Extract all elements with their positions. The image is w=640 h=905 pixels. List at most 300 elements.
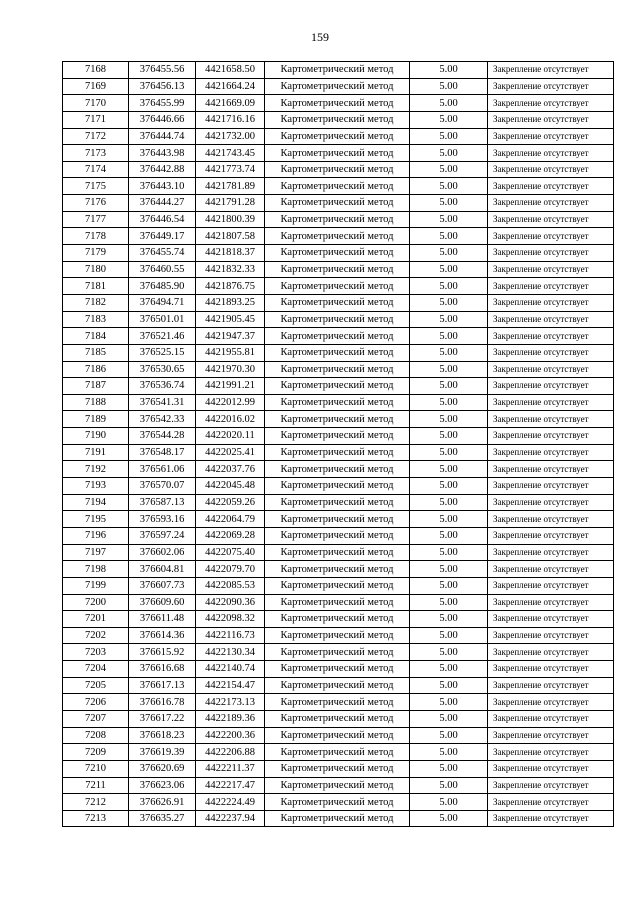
method-cell: Картометрический метод xyxy=(265,444,410,461)
y-coordinate-cell: 4422154.47 xyxy=(196,677,265,694)
x-coordinate-cell: 376623.06 xyxy=(129,777,196,794)
method-cell: Картометрический метод xyxy=(265,178,410,195)
point-number-cell: 7189 xyxy=(63,411,129,428)
fixing-note-cell: Закрепление отсутствует xyxy=(488,178,614,195)
fixing-note-cell: Закрепление отсутствует xyxy=(488,411,614,428)
accuracy-cell: 5.00 xyxy=(410,694,488,711)
point-number-cell: 7187 xyxy=(63,378,129,395)
x-coordinate-cell: 376561.06 xyxy=(129,461,196,478)
table-row xyxy=(63,544,614,561)
x-coordinate-cell: 376525.15 xyxy=(129,344,196,361)
accuracy-cell: 5.00 xyxy=(410,328,488,345)
point-number-cell: 7209 xyxy=(63,744,129,761)
fixing-note-cell: Закрепление отсутствует xyxy=(488,111,614,128)
x-coordinate-cell: 376460.55 xyxy=(129,261,196,278)
method-cell: Картометрический метод xyxy=(265,95,410,112)
fixing-note-cell: Закрепление отсутствует xyxy=(488,627,614,644)
method-cell: Картометрический метод xyxy=(265,511,410,528)
point-number-cell: 7183 xyxy=(63,311,129,328)
point-number-cell: 7186 xyxy=(63,361,129,378)
y-coordinate-cell: 4422069.28 xyxy=(196,527,265,544)
x-coordinate-cell: 376455.74 xyxy=(129,245,196,262)
point-number-cell: 7182 xyxy=(63,294,129,311)
accuracy-cell: 5.00 xyxy=(410,311,488,328)
method-cell: Картометрический метод xyxy=(265,478,410,495)
point-number-cell: 7205 xyxy=(63,677,129,694)
point-number-cell: 7185 xyxy=(63,344,129,361)
accuracy-cell: 5.00 xyxy=(410,344,488,361)
y-coordinate-cell: 4422085.53 xyxy=(196,577,265,594)
y-coordinate-cell: 4422090.36 xyxy=(196,594,265,611)
method-cell: Картометрический метод xyxy=(265,128,410,145)
y-coordinate-cell: 4422059.26 xyxy=(196,494,265,511)
accuracy-cell: 5.00 xyxy=(410,577,488,594)
accuracy-cell: 5.00 xyxy=(410,195,488,212)
fixing-note-cell: Закрепление отсутствует xyxy=(488,95,614,112)
point-number-cell: 7197 xyxy=(63,544,129,561)
table-row xyxy=(63,211,614,228)
point-number-cell: 7179 xyxy=(63,245,129,262)
fixing-note-cell: Закрепление отсутствует xyxy=(488,128,614,145)
point-number-cell: 7213 xyxy=(63,810,129,827)
accuracy-cell: 5.00 xyxy=(410,727,488,744)
y-coordinate-cell: 4422012.99 xyxy=(196,394,265,411)
fixing-note-cell: Закрепление отсутствует xyxy=(488,62,614,79)
table-row xyxy=(63,78,614,95)
accuracy-cell: 5.00 xyxy=(410,611,488,628)
accuracy-cell: 5.00 xyxy=(410,294,488,311)
x-coordinate-cell: 376597.24 xyxy=(129,527,196,544)
fixing-note-cell: Закрепление отсутствует xyxy=(488,777,614,794)
y-coordinate-cell: 4422237.94 xyxy=(196,810,265,827)
point-number-cell: 7206 xyxy=(63,694,129,711)
accuracy-cell: 5.00 xyxy=(410,228,488,245)
x-coordinate-cell: 376635.27 xyxy=(129,810,196,827)
y-coordinate-cell: 4422025.41 xyxy=(196,444,265,461)
fixing-note-cell: Закрепление отсутствует xyxy=(488,744,614,761)
method-cell: Картометрический метод xyxy=(265,677,410,694)
method-cell: Картометрический метод xyxy=(265,261,410,278)
accuracy-cell: 5.00 xyxy=(410,644,488,661)
x-coordinate-cell: 376455.56 xyxy=(129,62,196,79)
y-coordinate-cell: 4422020.11 xyxy=(196,428,265,445)
x-coordinate-cell: 376626.91 xyxy=(129,794,196,811)
x-coordinate-cell: 376501.01 xyxy=(129,311,196,328)
x-coordinate-cell: 376609.60 xyxy=(129,594,196,611)
fixing-note-cell: Закрепление отсутствует xyxy=(488,444,614,461)
point-number-cell: 7180 xyxy=(63,261,129,278)
y-coordinate-cell: 4421893.25 xyxy=(196,294,265,311)
point-number-cell: 7168 xyxy=(63,62,129,79)
x-coordinate-cell: 376604.81 xyxy=(129,561,196,578)
table-row xyxy=(63,411,614,428)
y-coordinate-cell: 4422189.36 xyxy=(196,710,265,727)
fixing-note-cell: Закрепление отсутствует xyxy=(488,361,614,378)
method-cell: Картометрический метод xyxy=(265,810,410,827)
table-row xyxy=(63,810,614,827)
x-coordinate-cell: 376443.10 xyxy=(129,178,196,195)
method-cell: Картометрический метод xyxy=(265,744,410,761)
y-coordinate-cell: 4422116.73 xyxy=(196,627,265,644)
fixing-note-cell: Закрепление отсутствует xyxy=(488,727,614,744)
accuracy-cell: 5.00 xyxy=(410,710,488,727)
table-row xyxy=(63,195,614,212)
x-coordinate-cell: 376446.54 xyxy=(129,211,196,228)
table-row xyxy=(63,161,614,178)
table-row xyxy=(63,111,614,128)
table-row xyxy=(63,511,614,528)
table-row xyxy=(63,278,614,295)
x-coordinate-cell: 376617.13 xyxy=(129,677,196,694)
x-coordinate-cell: 376541.31 xyxy=(129,394,196,411)
y-coordinate-cell: 4422206.88 xyxy=(196,744,265,761)
method-cell: Картометрический метод xyxy=(265,777,410,794)
x-coordinate-cell: 376446.66 xyxy=(129,111,196,128)
table-row xyxy=(63,178,614,195)
method-cell: Картометрический метод xyxy=(265,411,410,428)
accuracy-cell: 5.00 xyxy=(410,62,488,79)
y-coordinate-cell: 4422098.32 xyxy=(196,611,265,628)
x-coordinate-cell: 376616.68 xyxy=(129,661,196,678)
point-number-cell: 7198 xyxy=(63,561,129,578)
accuracy-cell: 5.00 xyxy=(410,428,488,445)
method-cell: Картометрический метод xyxy=(265,594,410,611)
point-number-cell: 7173 xyxy=(63,145,129,162)
fixing-note-cell: Закрепление отсутствует xyxy=(488,661,614,678)
y-coordinate-cell: 4422064.79 xyxy=(196,511,265,528)
method-cell: Картометрический метод xyxy=(265,228,410,245)
x-coordinate-cell: 376616.78 xyxy=(129,694,196,711)
fixing-note-cell: Закрепление отсутствует xyxy=(488,245,614,262)
table-row xyxy=(63,228,614,245)
table-row xyxy=(63,261,614,278)
x-coordinate-cell: 376544.28 xyxy=(129,428,196,445)
y-coordinate-cell: 4422079.70 xyxy=(196,561,265,578)
y-coordinate-cell: 4421664.24 xyxy=(196,78,265,95)
y-coordinate-cell: 4422045.48 xyxy=(196,478,265,495)
table-row xyxy=(63,478,614,495)
fixing-note-cell: Закрепление отсутствует xyxy=(488,378,614,395)
x-coordinate-cell: 376443.98 xyxy=(129,145,196,162)
point-number-cell: 7169 xyxy=(63,78,129,95)
y-coordinate-cell: 4421743.45 xyxy=(196,145,265,162)
y-coordinate-cell: 4422224.49 xyxy=(196,794,265,811)
accuracy-cell: 5.00 xyxy=(410,527,488,544)
method-cell: Картометрический метод xyxy=(265,710,410,727)
accuracy-cell: 5.00 xyxy=(410,777,488,794)
point-number-cell: 7176 xyxy=(63,195,129,212)
table-row xyxy=(63,128,614,145)
x-coordinate-cell: 376619.39 xyxy=(129,744,196,761)
point-number-cell: 7181 xyxy=(63,278,129,295)
point-number-cell: 7193 xyxy=(63,478,129,495)
table-row xyxy=(63,744,614,761)
accuracy-cell: 5.00 xyxy=(410,378,488,395)
point-number-cell: 7188 xyxy=(63,394,129,411)
point-number-cell: 7171 xyxy=(63,111,129,128)
table-row xyxy=(63,461,614,478)
accuracy-cell: 5.00 xyxy=(410,95,488,112)
fixing-note-cell: Закрепление отсутствует xyxy=(488,810,614,827)
fixing-note-cell: Закрепление отсутствует xyxy=(488,195,614,212)
fixing-note-cell: Закрепление отсутствует xyxy=(488,478,614,495)
y-coordinate-cell: 4422016.02 xyxy=(196,411,265,428)
fixing-note-cell: Закрепление отсутствует xyxy=(488,794,614,811)
point-number-cell: 7177 xyxy=(63,211,129,228)
point-number-cell: 7208 xyxy=(63,727,129,744)
method-cell: Картометрический метод xyxy=(265,361,410,378)
point-number-cell: 7201 xyxy=(63,611,129,628)
accuracy-cell: 5.00 xyxy=(410,511,488,528)
accuracy-cell: 5.00 xyxy=(410,278,488,295)
table-row xyxy=(63,95,614,112)
method-cell: Картометрический метод xyxy=(265,245,410,262)
point-number-cell: 7200 xyxy=(63,594,129,611)
accuracy-cell: 5.00 xyxy=(410,561,488,578)
accuracy-cell: 5.00 xyxy=(410,444,488,461)
fixing-note-cell: Закрепление отсутствует xyxy=(488,211,614,228)
y-coordinate-cell: 4421791.28 xyxy=(196,195,265,212)
point-number-cell: 7202 xyxy=(63,627,129,644)
table-row xyxy=(63,644,614,661)
method-cell: Картометрический метод xyxy=(265,494,410,511)
point-number-cell: 7204 xyxy=(63,661,129,678)
table-row xyxy=(63,627,614,644)
x-coordinate-cell: 376536.74 xyxy=(129,378,196,395)
page-number: 159 xyxy=(311,30,329,44)
point-number-cell: 7170 xyxy=(63,95,129,112)
fixing-note-cell: Закрепление отсутствует xyxy=(488,328,614,345)
y-coordinate-cell: 4422037.76 xyxy=(196,461,265,478)
fixing-note-cell: Закрепление отсутствует xyxy=(488,461,614,478)
y-coordinate-cell: 4421658.50 xyxy=(196,62,265,79)
method-cell: Картометрический метод xyxy=(265,78,410,95)
fixing-note-cell: Закрепление отсутствует xyxy=(488,527,614,544)
fixing-note-cell: Закрепление отсутствует xyxy=(488,311,614,328)
point-number-cell: 7195 xyxy=(63,511,129,528)
accuracy-cell: 5.00 xyxy=(410,128,488,145)
y-coordinate-cell: 4421970.30 xyxy=(196,361,265,378)
y-coordinate-cell: 4422211.37 xyxy=(196,760,265,777)
accuracy-cell: 5.00 xyxy=(410,161,488,178)
accuracy-cell: 5.00 xyxy=(410,478,488,495)
method-cell: Картометрический метод xyxy=(265,694,410,711)
accuracy-cell: 5.00 xyxy=(410,394,488,411)
y-coordinate-cell: 4421781.89 xyxy=(196,178,265,195)
accuracy-cell: 5.00 xyxy=(410,261,488,278)
y-coordinate-cell: 4421716.16 xyxy=(196,111,265,128)
x-coordinate-cell: 376542.33 xyxy=(129,411,196,428)
y-coordinate-cell: 4421732.00 xyxy=(196,128,265,145)
x-coordinate-cell: 376548.17 xyxy=(129,444,196,461)
method-cell: Картометрический метод xyxy=(265,611,410,628)
point-number-cell: 7175 xyxy=(63,178,129,195)
table-row xyxy=(63,378,614,395)
table-row xyxy=(63,245,614,262)
method-cell: Картометрический метод xyxy=(265,145,410,162)
point-number-cell: 7190 xyxy=(63,428,129,445)
y-coordinate-cell: 4422173.13 xyxy=(196,694,265,711)
point-number-cell: 7207 xyxy=(63,710,129,727)
x-coordinate-cell: 376587.13 xyxy=(129,494,196,511)
table-row xyxy=(63,577,614,594)
method-cell: Картометрический метод xyxy=(265,661,410,678)
x-coordinate-cell: 376614.36 xyxy=(129,627,196,644)
point-number-cell: 7178 xyxy=(63,228,129,245)
accuracy-cell: 5.00 xyxy=(410,111,488,128)
y-coordinate-cell: 4421807.58 xyxy=(196,228,265,245)
fixing-note-cell: Закрепление отсутствует xyxy=(488,494,614,511)
fixing-note-cell: Закрепление отсутствует xyxy=(488,710,614,727)
table-row xyxy=(63,727,614,744)
table-row xyxy=(63,710,614,727)
fixing-note-cell: Закрепление отсутствует xyxy=(488,294,614,311)
y-coordinate-cell: 4422217.47 xyxy=(196,777,265,794)
y-coordinate-cell: 4421955.81 xyxy=(196,344,265,361)
table-row xyxy=(63,444,614,461)
method-cell: Картометрический метод xyxy=(265,62,410,79)
x-coordinate-cell: 376485.90 xyxy=(129,278,196,295)
x-coordinate-cell: 376611.48 xyxy=(129,611,196,628)
accuracy-cell: 5.00 xyxy=(410,494,488,511)
accuracy-cell: 5.00 xyxy=(410,245,488,262)
x-coordinate-cell: 376442.88 xyxy=(129,161,196,178)
accuracy-cell: 5.00 xyxy=(410,677,488,694)
fixing-note-cell: Закрепление отсутствует xyxy=(488,677,614,694)
x-coordinate-cell: 376593.16 xyxy=(129,511,196,528)
method-cell: Картометрический метод xyxy=(265,577,410,594)
y-coordinate-cell: 4421832.33 xyxy=(196,261,265,278)
fixing-note-cell: Закрепление отсутствует xyxy=(488,428,614,445)
point-number-cell: 7203 xyxy=(63,644,129,661)
fixing-note-cell: Закрепление отсутствует xyxy=(488,145,614,162)
accuracy-cell: 5.00 xyxy=(410,145,488,162)
fixing-note-cell: Закрепление отсутствует xyxy=(488,594,614,611)
table-row xyxy=(63,561,614,578)
point-number-cell: 7184 xyxy=(63,328,129,345)
fixing-note-cell: Закрепление отсутствует xyxy=(488,511,614,528)
method-cell: Картометрический метод xyxy=(265,195,410,212)
method-cell: Картометрический метод xyxy=(265,627,410,644)
accuracy-cell: 5.00 xyxy=(410,627,488,644)
y-coordinate-cell: 4421947.37 xyxy=(196,328,265,345)
method-cell: Картометрический метод xyxy=(265,428,410,445)
x-coordinate-cell: 376620.69 xyxy=(129,760,196,777)
fixing-note-cell: Закрепление отсутствует xyxy=(488,261,614,278)
method-cell: Картометрический метод xyxy=(265,161,410,178)
fixing-note-cell: Закрепление отсутствует xyxy=(488,278,614,295)
accuracy-cell: 5.00 xyxy=(410,361,488,378)
point-number-cell: 7212 xyxy=(63,794,129,811)
method-cell: Картометрический метод xyxy=(265,561,410,578)
fixing-note-cell: Закрепление отсутствует xyxy=(488,694,614,711)
y-coordinate-cell: 4421669.09 xyxy=(196,95,265,112)
accuracy-cell: 5.00 xyxy=(410,594,488,611)
table-row xyxy=(63,394,614,411)
method-cell: Картометрический метод xyxy=(265,527,410,544)
y-coordinate-cell: 4421905.45 xyxy=(196,311,265,328)
accuracy-cell: 5.00 xyxy=(410,461,488,478)
method-cell: Картометрический метод xyxy=(265,727,410,744)
method-cell: Картометрический метод xyxy=(265,111,410,128)
x-coordinate-cell: 376444.74 xyxy=(129,128,196,145)
y-coordinate-cell: 4421991.21 xyxy=(196,378,265,395)
method-cell: Картометрический метод xyxy=(265,278,410,295)
fixing-note-cell: Закрепление отсутствует xyxy=(488,78,614,95)
accuracy-cell: 5.00 xyxy=(410,211,488,228)
table-row xyxy=(63,611,614,628)
x-coordinate-cell: 376444.27 xyxy=(129,195,196,212)
point-number-cell: 7172 xyxy=(63,128,129,145)
accuracy-cell: 5.00 xyxy=(410,661,488,678)
table-row xyxy=(63,694,614,711)
fixing-note-cell: Закрепление отсутствует xyxy=(488,394,614,411)
y-coordinate-cell: 4422200.36 xyxy=(196,727,265,744)
x-coordinate-cell: 376570.07 xyxy=(129,478,196,495)
x-coordinate-cell: 376617.22 xyxy=(129,710,196,727)
fixing-note-cell: Закрепление отсутствует xyxy=(488,577,614,594)
coordinates-table xyxy=(62,61,614,827)
fixing-note-cell: Закрепление отсутствует xyxy=(488,544,614,561)
point-number-cell: 7210 xyxy=(63,760,129,777)
fixing-note-cell: Закрепление отсутствует xyxy=(488,561,614,578)
fixing-note-cell: Закрепление отсутствует xyxy=(488,644,614,661)
accuracy-cell: 5.00 xyxy=(410,744,488,761)
fixing-note-cell: Закрепление отсутствует xyxy=(488,611,614,628)
x-coordinate-cell: 376530.65 xyxy=(129,361,196,378)
y-coordinate-cell: 4422130.34 xyxy=(196,644,265,661)
table-row xyxy=(63,62,614,79)
accuracy-cell: 5.00 xyxy=(410,178,488,195)
x-coordinate-cell: 376618.23 xyxy=(129,727,196,744)
point-number-cell: 7194 xyxy=(63,494,129,511)
table-row xyxy=(63,361,614,378)
method-cell: Картометрический метод xyxy=(265,344,410,361)
table-row xyxy=(63,527,614,544)
y-coordinate-cell: 4421876.75 xyxy=(196,278,265,295)
fixing-note-cell: Закрепление отсутствует xyxy=(488,228,614,245)
method-cell: Картометрический метод xyxy=(265,544,410,561)
table-row xyxy=(63,494,614,511)
point-number-cell: 7174 xyxy=(63,161,129,178)
method-cell: Картометрический метод xyxy=(265,760,410,777)
method-cell: Картометрический метод xyxy=(265,794,410,811)
x-coordinate-cell: 376521.46 xyxy=(129,328,196,345)
x-coordinate-cell: 376607.73 xyxy=(129,577,196,594)
table-row xyxy=(63,777,614,794)
fixing-note-cell: Закрепление отсутствует xyxy=(488,344,614,361)
y-coordinate-cell: 4421818.37 xyxy=(196,245,265,262)
accuracy-cell: 5.00 xyxy=(410,794,488,811)
x-coordinate-cell: 376494.71 xyxy=(129,294,196,311)
table-row xyxy=(63,311,614,328)
fixing-note-cell: Закрепление отсутствует xyxy=(488,161,614,178)
method-cell: Картометрический метод xyxy=(265,394,410,411)
x-coordinate-cell: 376615.92 xyxy=(129,644,196,661)
x-coordinate-cell: 376455.99 xyxy=(129,95,196,112)
table-row xyxy=(63,145,614,162)
point-number-cell: 7199 xyxy=(63,577,129,594)
table-row xyxy=(63,760,614,777)
accuracy-cell: 5.00 xyxy=(410,810,488,827)
method-cell: Картометрический метод xyxy=(265,461,410,478)
method-cell: Картометрический метод xyxy=(265,211,410,228)
method-cell: Картометрический метод xyxy=(265,378,410,395)
x-coordinate-cell: 376449.17 xyxy=(129,228,196,245)
method-cell: Картометрический метод xyxy=(265,328,410,345)
table-row xyxy=(63,328,614,345)
method-cell: Картометрический метод xyxy=(265,311,410,328)
